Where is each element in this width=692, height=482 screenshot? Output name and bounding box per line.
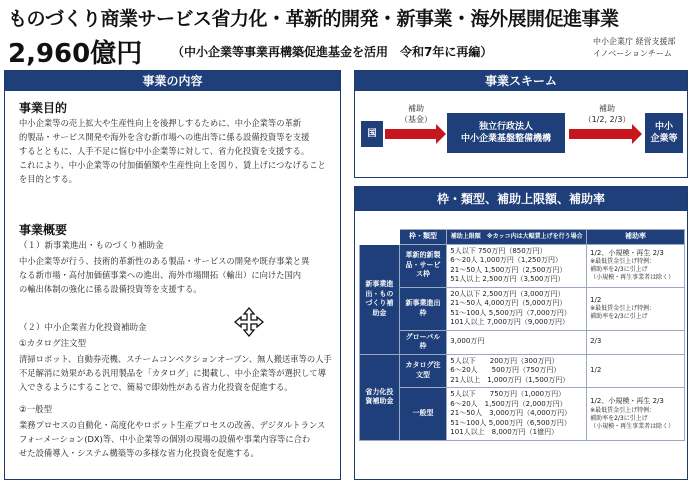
rate-line: ※最低賃金引上げ特例： bbox=[590, 258, 656, 266]
purpose-line: するとともに、人手不足に悩む中小企業等に対して、省力化投資を支援する。 bbox=[19, 146, 310, 156]
item2-title: （２）中小企業省力化投資補助金 bbox=[19, 323, 147, 333]
department-line-1: 中小企業庁 経営支援部 bbox=[593, 37, 676, 46]
limit-line: 3,000万円 bbox=[450, 337, 485, 346]
item2b-line: せた設備導入・システム構築等の多様な省力化投資を促進する。 bbox=[19, 448, 259, 458]
page-title: ものづくり商業サービス省力化・革新的開発・新事業・海外展開促進事業 bbox=[8, 8, 619, 30]
limit-line: 20人以下 2,500万円（3,000万円） bbox=[450, 289, 565, 298]
table-row bbox=[360, 330, 685, 354]
item1-line: の輸出体制の強化に係る設備投資等を支援する。 bbox=[19, 284, 202, 294]
department bbox=[593, 36, 676, 60]
type-cell: 新事業進出枠 bbox=[399, 287, 447, 330]
arrow2-label-text: 補助 （1/2, 2/3） bbox=[583, 104, 631, 124]
rate-cell bbox=[587, 287, 685, 330]
limit-line: 5人以下 200万円（300万円） bbox=[450, 356, 559, 365]
arrow2-label bbox=[577, 103, 637, 125]
col-header-limit: 補助上限額 ※カッコ内は大幅賃上げを行う場合 bbox=[447, 230, 587, 245]
frame-panel-header: 枠・類型、補助上限額、補助率 bbox=[355, 187, 687, 211]
item2a-line: 入できるようにすることで、簡易で即効性がある省力化投資を促進する。 bbox=[19, 382, 293, 392]
item2b-line: 業務プロセスの自動化・高度化やロボット生産プロセスの改善、デジタルトランス bbox=[19, 420, 326, 430]
item2b-text bbox=[19, 418, 335, 460]
item2a-line: 不足解消に効果がある汎用製品を「カタログ」に掲載し、中小企業等が選択して導 bbox=[19, 368, 326, 378]
purpose-line: 的製品・サービス開発や海外を含む新市場への進出等に係る設備投資等を支援 bbox=[19, 132, 310, 142]
rate-cell bbox=[587, 244, 685, 287]
type-cell: 革新的新製品・サービス枠 bbox=[399, 244, 447, 287]
purpose-text bbox=[19, 116, 335, 186]
content-panel bbox=[4, 70, 341, 480]
content-panel-header: 事業の内容 bbox=[5, 71, 340, 91]
item2a-line: 清掃ロボット、自動券売機、スチームコンベクションオーブン、無人搬送車等の人手 bbox=[19, 354, 332, 364]
item1-line: なる新市場・高付加価値事業への進出、海外市場開拓（輸出）に向けた国内 bbox=[19, 270, 302, 280]
department-line-2: イノベーションチーム bbox=[593, 49, 672, 58]
rate-line: 1/2 bbox=[590, 295, 602, 304]
rate-line: 補助率を2/3に引上げ bbox=[590, 266, 648, 274]
limit-line: 21～50人 4,000万円（5,000万円） bbox=[450, 299, 567, 307]
purpose-line: 中小企業等の売上拡大や生産性向上を後押しするために、中小企業等の革新 bbox=[19, 118, 302, 128]
rate-line: 2/3 bbox=[590, 337, 602, 346]
table-row bbox=[360, 244, 685, 287]
item2b-title: ②一般型 bbox=[19, 405, 53, 415]
limit-line: 21～50人 1,500万円（2,500万円） bbox=[450, 265, 567, 274]
budget-amount: 2,960億円 bbox=[8, 39, 143, 69]
limit-line: 101人以上 8,000万円（1億円） bbox=[450, 428, 559, 436]
rate-line: ※最低賃金引上げ特例： bbox=[590, 406, 656, 414]
table-row bbox=[360, 354, 685, 388]
limit-cell bbox=[447, 330, 587, 354]
rate-cell bbox=[587, 388, 685, 441]
rate-line: 1/2、小規模・再生 2/3 bbox=[590, 397, 664, 405]
rate-line: 1/2、小規模・再生 2/3 bbox=[590, 248, 664, 257]
move-cross-icon[interactable] bbox=[234, 307, 264, 337]
limit-line: 21～50人 3,000万円（4,000万円） bbox=[450, 409, 572, 417]
arrow2-icon bbox=[569, 129, 633, 139]
limit-cell bbox=[447, 354, 587, 388]
category-cell: 省力化投資補助金 bbox=[360, 354, 400, 440]
type-cell: カタログ注文型 bbox=[399, 354, 447, 388]
item2a-text bbox=[19, 352, 335, 394]
col-header-rate: 補助率 bbox=[587, 230, 685, 245]
arrow1-label-text: 補助 （基金） bbox=[400, 104, 432, 124]
frame-table bbox=[359, 229, 685, 441]
overview-title: 事業概要 bbox=[19, 223, 68, 237]
scheme-node-sme: 中小 企業等 bbox=[645, 113, 683, 153]
limit-line: 51～100人 5,000万円（6,500万円） bbox=[450, 418, 571, 427]
purpose-title: 事業目的 bbox=[19, 101, 68, 115]
purpose-line: これにより、中小企業等の付加価値額や生産性向上を図り、賃上げにつなげること bbox=[19, 160, 326, 170]
table-row bbox=[360, 388, 685, 441]
col-header-type: 枠・類型 bbox=[399, 230, 447, 245]
corner-cell bbox=[360, 230, 400, 245]
limit-line: 5人以下 750万円（1,000万円） bbox=[450, 390, 566, 398]
rate-line: 補助率を2/3に引上げ bbox=[590, 414, 648, 422]
item1-line: 中小企業等が行う、技術的革新性のある製品・サービスの開発や既存事業と異 bbox=[19, 256, 310, 266]
arrow1-icon bbox=[385, 129, 437, 139]
rate-cell bbox=[587, 354, 685, 388]
item1-text bbox=[19, 254, 335, 296]
item2b-line: フォーメーション(DX)等、中小企業等の個別の現場の設備や事業内容等に合わ bbox=[19, 434, 311, 444]
type-cell: 一般型 bbox=[399, 388, 447, 441]
rate-line: 1/2 bbox=[590, 366, 602, 374]
rate-line: ※最低賃金引上げ特例： bbox=[590, 305, 656, 313]
rate-cell bbox=[587, 330, 685, 354]
budget-note: （中小企業等事業再構築促進基金を活用 令和7年に再編） bbox=[172, 45, 493, 59]
limit-line: 101人以上 7,000万円（9,000万円） bbox=[450, 318, 569, 326]
limit-line: 51～100人 5,500万円（7,000万円） bbox=[450, 308, 571, 317]
scheme-node-country: 国 bbox=[361, 121, 383, 147]
arrow1-label bbox=[391, 103, 441, 125]
type-cell: グローバル枠 bbox=[399, 330, 447, 354]
limit-line: 5人以下 750万円（850万円） bbox=[450, 246, 547, 255]
rate-line: 補助率を2/3に引上げ bbox=[590, 313, 648, 321]
limit-cell bbox=[447, 287, 587, 330]
limit-cell bbox=[447, 388, 587, 441]
limit-line: 6～20人 1,500万円（2,000万円） bbox=[450, 399, 567, 408]
table-row bbox=[360, 287, 685, 330]
scheme-panel-header: 事業スキーム bbox=[355, 71, 687, 91]
item2a-title: ①カタログ注文型 bbox=[19, 339, 87, 349]
item1-title: （１）新事業進出・ものづくり補助金 bbox=[19, 241, 164, 251]
limit-line: 6～20人 500万円（750万円） bbox=[450, 366, 561, 374]
rate-line: （小規模・再生事業者は除く） bbox=[590, 274, 675, 282]
limit-line: 6～20人 1,000万円（1,250万円） bbox=[450, 256, 562, 264]
purpose-line: を目的とする。 bbox=[19, 174, 78, 184]
limit-line: 21人以上 1,000万円（1,500万円） bbox=[450, 375, 570, 384]
category-cell: 新事業進出・ものづくり補助金 bbox=[360, 244, 400, 354]
frame-panel bbox=[354, 186, 688, 480]
limit-line: 51人以上 2,500万円（3,500万円） bbox=[450, 275, 565, 283]
scheme-node-smrj: 独立行政法人 中小企業基盤整備機構 bbox=[447, 113, 565, 153]
scheme-panel bbox=[354, 70, 688, 178]
limit-cell bbox=[447, 244, 587, 287]
rate-line: （小規模・再生事業者は除く） bbox=[590, 422, 675, 430]
